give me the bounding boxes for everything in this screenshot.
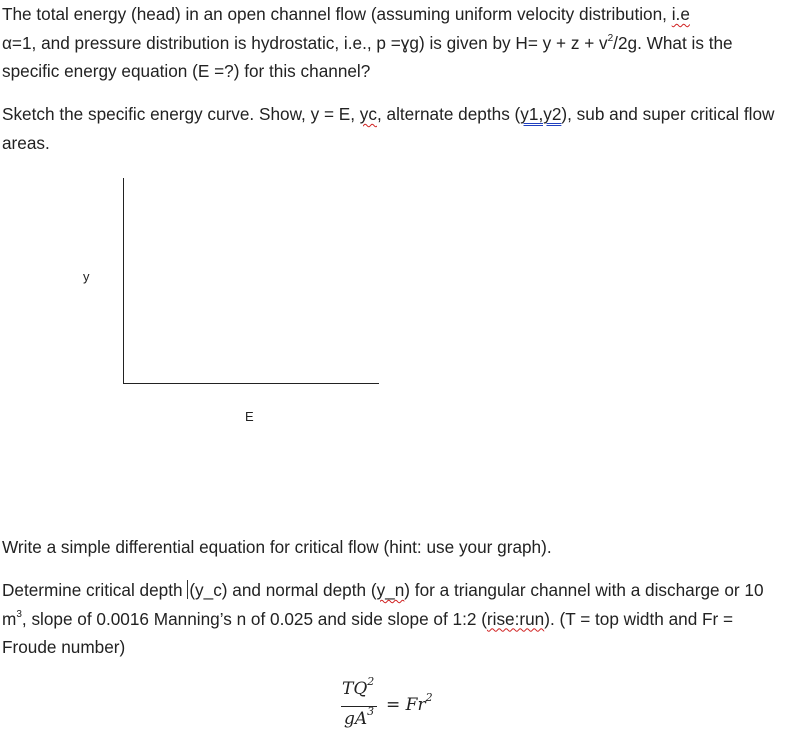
y-axis-label: y	[83, 269, 90, 284]
x-axis-label: E	[245, 409, 254, 424]
question-differential-equation: Write a simple differential equation for critical flow (hint: use your graph).	[2, 537, 552, 557]
superscript: 2	[607, 32, 614, 44]
equation-numerator	[342, 675, 375, 699]
denominator-exponent: 3	[367, 705, 375, 719]
question-specific-energy-curve	[2, 100, 792, 157]
superscript: 3	[16, 608, 22, 620]
text: (y_c) and normal depth (	[189, 580, 377, 600]
text: /2g. What is the specific energy equation (E =?) for this channel?	[2, 32, 733, 81]
grammar-word: y1,y2	[520, 104, 562, 124]
text: Sketch the specific energy curve. Show, y = E,	[2, 104, 360, 124]
spellcheck-word: y_n	[376, 580, 405, 600]
spellcheck-word: yc	[359, 104, 377, 124]
text: , alternate depths (	[376, 104, 521, 124]
x-axis-line	[123, 383, 379, 384]
spellcheck-word: rise:run	[486, 608, 545, 629]
text: ). (T = top width and Fr = Froude number)	[2, 608, 734, 657]
spellcheck-word: i.e	[671, 4, 690, 24]
y-axis-line	[123, 178, 124, 384]
equation-rhs	[386, 691, 433, 715]
question-energy-equation	[2, 0, 792, 86]
denominator-base: gA	[344, 709, 368, 729]
rhs-exponent: 2	[425, 691, 433, 705]
equation-denominator	[344, 705, 375, 729]
text: ) for a triangular channel with a discharge or 10 m	[2, 580, 764, 629]
numerator-exponent: 2	[367, 675, 375, 689]
rhs-base: = Fr	[386, 695, 426, 715]
text: The total energy (head) in an open channel flow (assuming uniform velocity distribution,	[2, 4, 672, 24]
text: , slope of 0.0016 Manning’s n of 0.025 and side slope of 1:2 (	[21, 608, 487, 629]
question-critical-normal-depth	[2, 576, 792, 662]
numerator-base: TQ	[342, 679, 368, 699]
text: ), sub and super critical flow areas.	[2, 104, 775, 153]
text: α=1, and pressure distribution is hydrostatic, i.e., p =ɣg) is given by H= y + z + v	[2, 32, 608, 53]
text: Determine critical depth	[2, 580, 188, 600]
